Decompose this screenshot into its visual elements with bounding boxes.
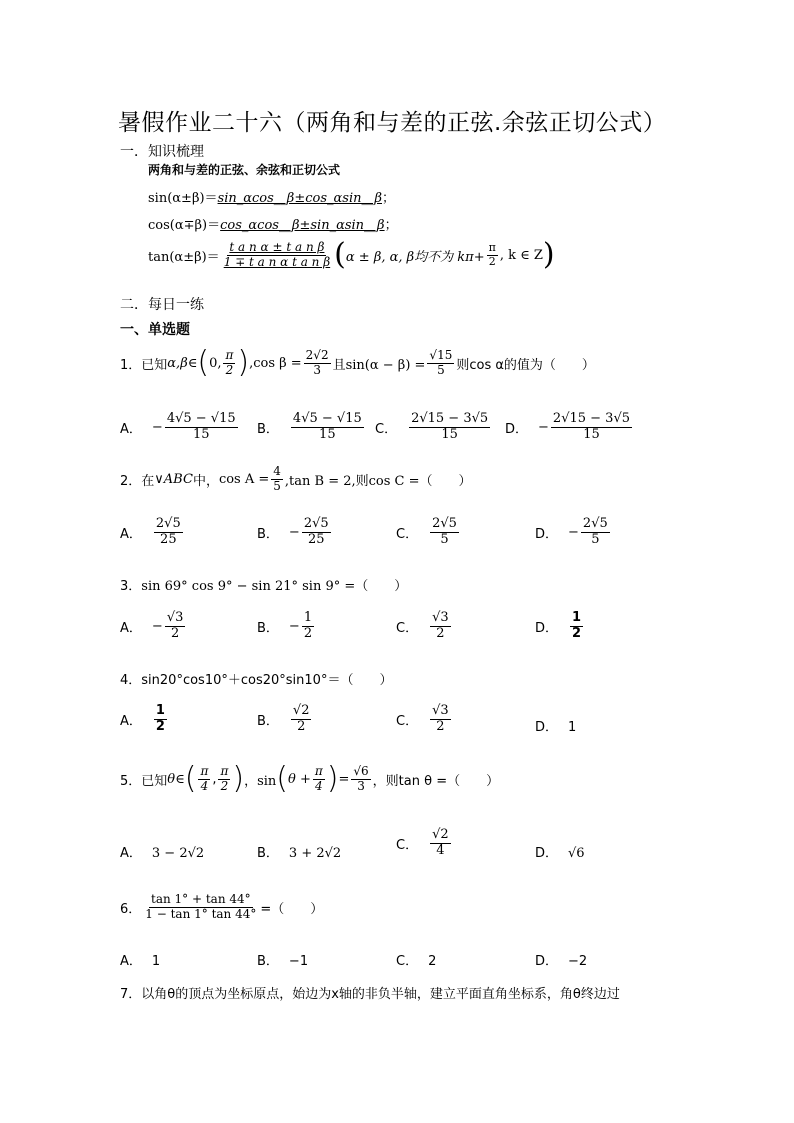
question-6-option-d[interactable]: D． −2 bbox=[535, 954, 588, 969]
formula-tan-pi-half: $\frac{\pi}{2}$ bbox=[488, 240, 496, 268]
question-1-option-d[interactable]: D． − $\frac{2√15 - 3√5}{15}$ bbox=[505, 411, 631, 442]
formula-sin bbox=[148, 187, 395, 206]
question-1-option-a[interactable]: A． − $\frac{4√5 - √15}{15}$ bbox=[120, 411, 236, 442]
question-2-option-b[interactable]: B． − $\frac{2√5}{25}$ bbox=[257, 516, 329, 547]
question-2-number: 2．在 bbox=[120, 473, 155, 489]
question-1: 1．已知 α,β∈ ( 0, $\frac{\pi}{2}$ ) ,cos β = $\frac{2√2}{3}$ 且sin(α − β) = $\frac{√15}{5}$ 则cos α的值为（ ） bbox=[120, 345, 595, 380]
question-4-option-d[interactable]: D． 1 bbox=[535, 720, 577, 735]
question-2-option-d[interactable]: D． − $\frac{2√5}{5}$ bbox=[535, 516, 608, 547]
question-6-number: 6． bbox=[120, 901, 142, 917]
question-1-option-c[interactable]: C． $\frac{2√15 - 3√5}{15}$ bbox=[375, 411, 489, 442]
question-2-option-a[interactable]: A． $\frac{2√5}{25}$ bbox=[120, 516, 181, 547]
question-3-number: 3． bbox=[120, 579, 142, 594]
formula-sin-lhs: sin(α±β)＝ bbox=[148, 191, 218, 206]
section-knowledge: 一．知识梳理 bbox=[120, 144, 204, 160]
question-2: 2．在 ∨ABC 中， cos A = $\frac{4}{5}$ ,tan B = 2,则cos C =（ ） bbox=[120, 464, 472, 493]
formula-cos-lhs: cos(α∓β)＝ bbox=[148, 218, 221, 233]
formula-tan-fraction bbox=[222, 241, 332, 270]
question-5: 5．已知 θ∈ ( $\frac{\pi}{4}$ , $\frac{\pi}{2}$ ) ，sin ( θ + $\frac{\pi}{4}$ ) = $\frac{√6}{3}$ ，则tan θ =（ ） bbox=[120, 761, 500, 796]
question-3-option-d[interactable]: D． $\frac{1}{2}$ bbox=[535, 610, 582, 641]
page-title: 暑假作业二十六（两角和与差的正弦.余弦正切公式） bbox=[118, 110, 667, 136]
question-4-option-c[interactable]: C． $\frac{√3}{2}$ bbox=[396, 703, 449, 734]
formula-tan-denominator: 1 ∓ t a n α t a n β bbox=[223, 254, 331, 269]
formula-semicolon: ； bbox=[382, 191, 396, 206]
section-single-choice: 一、单选题 bbox=[120, 322, 190, 338]
section-daily-practice: 二．每日一练 bbox=[120, 297, 204, 313]
question-4-option-a[interactable]: A． $\frac{1}{2}$ bbox=[120, 703, 165, 734]
question-1-sin-value: $\frac{√15}{5}$ bbox=[429, 347, 453, 377]
formula-tan: tan(α±β)＝ $\frac{\text{t a n α ± t a n β}}{\text{1 ∓ t a n α t a n β}}$ ( α ± β, α, β均不为 kπ+ $\frac{\pi}{2}$ , k ∈ Z ) bbox=[148, 237, 555, 272]
formula-tan-condition-end: , k ∈ Z bbox=[499, 247, 543, 263]
question-5-option-d[interactable]: D． √6 bbox=[535, 846, 585, 861]
question-6-option-b[interactable]: B． −1 bbox=[257, 954, 309, 969]
question-1-cos-beta-value: $\frac{2√2}{3}$ bbox=[305, 347, 329, 377]
question-3: 3．sin 69° cos 9° − sin 21° sin 9° =（ ） bbox=[120, 579, 408, 594]
question-5-option-b[interactable]: B． 3 + 2√2 bbox=[257, 846, 342, 861]
question-6-option-c[interactable]: C． 2 bbox=[396, 954, 437, 969]
question-5-option-a[interactable]: A． 3 − 2√2 bbox=[120, 846, 205, 861]
question-4-option-b[interactable]: B． $\frac{√2}{2}$ bbox=[257, 703, 310, 734]
question-3-option-c[interactable]: C． $\frac{√3}{2}$ bbox=[396, 610, 449, 641]
question-3-option-a[interactable]: A． − $\frac{√3}{2}$ bbox=[120, 610, 184, 641]
question-7: 7．以角θ的顶点为坐标原点，始边为x轴的非负半轴，建立平面直角坐标系，角θ终边过 bbox=[120, 987, 620, 1002]
question-4-number: 4． bbox=[120, 673, 142, 688]
question-3-option-b[interactable]: B． − $\frac{1}{2}$ bbox=[257, 610, 313, 641]
question-1-option-b[interactable]: B． $\frac{4√5 - √15}{15}$ bbox=[257, 411, 362, 442]
question-5-option-c[interactable]: C． $\frac{√2}{4}$ bbox=[396, 827, 449, 858]
question-6-option-a[interactable]: A． 1 bbox=[120, 954, 161, 969]
formula-sin-rhs: sin_αcos__β±cos_αsin__β bbox=[217, 191, 382, 206]
question-5-number: 5．已知 bbox=[120, 773, 168, 789]
question-2-option-c[interactable]: C． $\frac{2√5}{5}$ bbox=[396, 516, 457, 547]
formula-cos bbox=[148, 214, 398, 233]
section-knowledge-subtitle: 两角和与差的正弦、余弦和正切公式 bbox=[148, 163, 341, 177]
question-1-number: 1．已知 bbox=[120, 357, 168, 373]
formula-semicolon: ； bbox=[384, 218, 398, 233]
question-6: 6． $\frac{\tan 1^\circ + \tan 44^\circ}{1 - \tan 1^\circ \tan 44^\circ}$ =（ ） bbox=[120, 892, 324, 921]
formula-cos-rhs: cos_αcos__β±sin_αsin__β bbox=[220, 218, 385, 233]
question-4: 4．sin20°cos10°＋cos20°sin10°＝（ ） bbox=[120, 673, 393, 688]
formula-tan-condition: α ± β, α, β均不为 kπ+ bbox=[345, 249, 485, 265]
formula-tan-lhs: tan(α±β)＝ bbox=[148, 249, 220, 265]
formula-tan-numerator: t a n α ± t a n β bbox=[229, 239, 325, 254]
